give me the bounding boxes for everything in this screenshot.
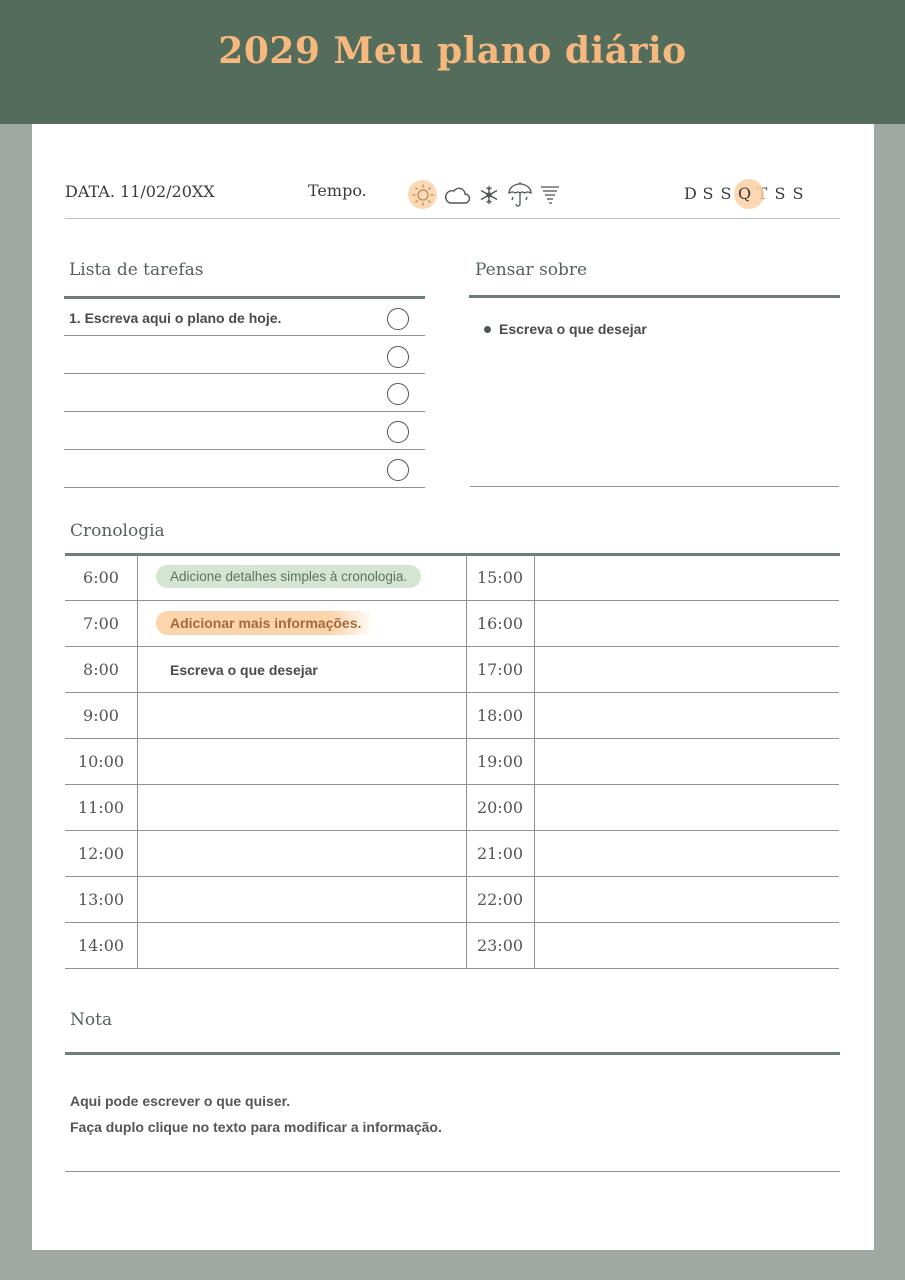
cloud-icon[interactable]	[443, 184, 471, 206]
time-label: 10:00	[77, 752, 125, 771]
time-label: 23:00	[476, 936, 524, 955]
time-label: 12:00	[77, 844, 125, 863]
task-divider	[64, 487, 425, 488]
think-bottom-rule	[470, 486, 839, 487]
divider	[65, 218, 840, 219]
weather-icons	[408, 180, 561, 209]
task-checkbox-1[interactable]	[387, 308, 409, 330]
time-label: 13:00	[77, 890, 125, 909]
day-s1[interactable]: S	[702, 184, 714, 203]
day-s4[interactable]: S	[792, 184, 804, 203]
day-t[interactable]: T	[756, 184, 768, 203]
weekday-selector	[684, 184, 804, 203]
time-label: 9:00	[83, 706, 119, 725]
task-divider	[64, 335, 425, 336]
time-label: 8:00	[83, 660, 119, 679]
task-checkbox-2[interactable]	[387, 346, 409, 368]
umbrella-icon[interactable]	[507, 181, 533, 209]
timeline-entry-6[interactable]: Adicione detalhes simples à cronologia.	[156, 565, 421, 588]
tasks-title: Lista de tarefas	[69, 260, 204, 280]
timeline-title: Cronologia	[70, 521, 165, 541]
timeline-col-divider	[534, 555, 535, 968]
task-divider	[64, 373, 425, 374]
think-rule	[469, 295, 840, 298]
time-label: 19:00	[476, 752, 524, 771]
weather-label: Tempo.	[308, 181, 367, 200]
time-label: 21:00	[476, 844, 524, 863]
note-line-2[interactable]: Faça duplo clique no texto para modificar a informação.	[70, 1119, 442, 1135]
time-label: 15:00	[476, 568, 524, 587]
task-divider	[64, 449, 425, 450]
time-label: 16:00	[476, 614, 524, 633]
think-title: Pensar sobre	[475, 260, 588, 280]
task-checkbox-4[interactable]	[387, 421, 409, 443]
page-title: 2029 Meu plano diário	[218, 30, 687, 72]
note-title: Nota	[70, 1010, 113, 1030]
time-label: 11:00	[77, 798, 125, 817]
note-rule	[65, 1052, 840, 1055]
time-label: 22:00	[476, 890, 524, 909]
time-label: 6:00	[83, 568, 119, 587]
time-label: 18:00	[476, 706, 524, 725]
tasks-rule	[64, 296, 425, 299]
planner-sheet	[32, 124, 874, 1250]
tornado-icon[interactable]	[539, 183, 561, 207]
task-item-1[interactable]: 1. Escreva aqui o plano de hoje.	[69, 310, 282, 326]
time-label: 17:00	[476, 660, 524, 679]
note-bottom-rule	[65, 1171, 840, 1172]
timeline-entry-7[interactable]: Adicionar mais informações.	[156, 611, 375, 635]
task-divider	[64, 411, 425, 412]
timeline-col-divider	[137, 555, 138, 968]
snowflake-icon[interactable]	[477, 183, 501, 207]
day-s3[interactable]: S	[774, 184, 786, 203]
day-q-selected[interactable]: Q	[738, 184, 752, 203]
task-checkbox-5[interactable]	[387, 459, 409, 481]
date-field[interactable]: DATA. 11/02/20XX	[65, 182, 215, 201]
bullet-dot	[484, 326, 491, 333]
task-checkbox-3[interactable]	[387, 383, 409, 405]
timeline-entry-8[interactable]: Escreva o que desejar	[170, 662, 318, 678]
time-label: 20:00	[476, 798, 524, 817]
note-line-1[interactable]: Aqui pode escrever o que quiser.	[70, 1093, 291, 1109]
time-label: 7:00	[83, 614, 119, 633]
sun-icon[interactable]	[408, 180, 437, 209]
day-d[interactable]: D	[684, 184, 697, 203]
day-s2[interactable]: S	[720, 184, 732, 203]
think-text[interactable]: Escreva o que desejar	[499, 321, 647, 337]
timeline-col-divider	[466, 555, 467, 968]
time-label: 14:00	[77, 936, 125, 955]
